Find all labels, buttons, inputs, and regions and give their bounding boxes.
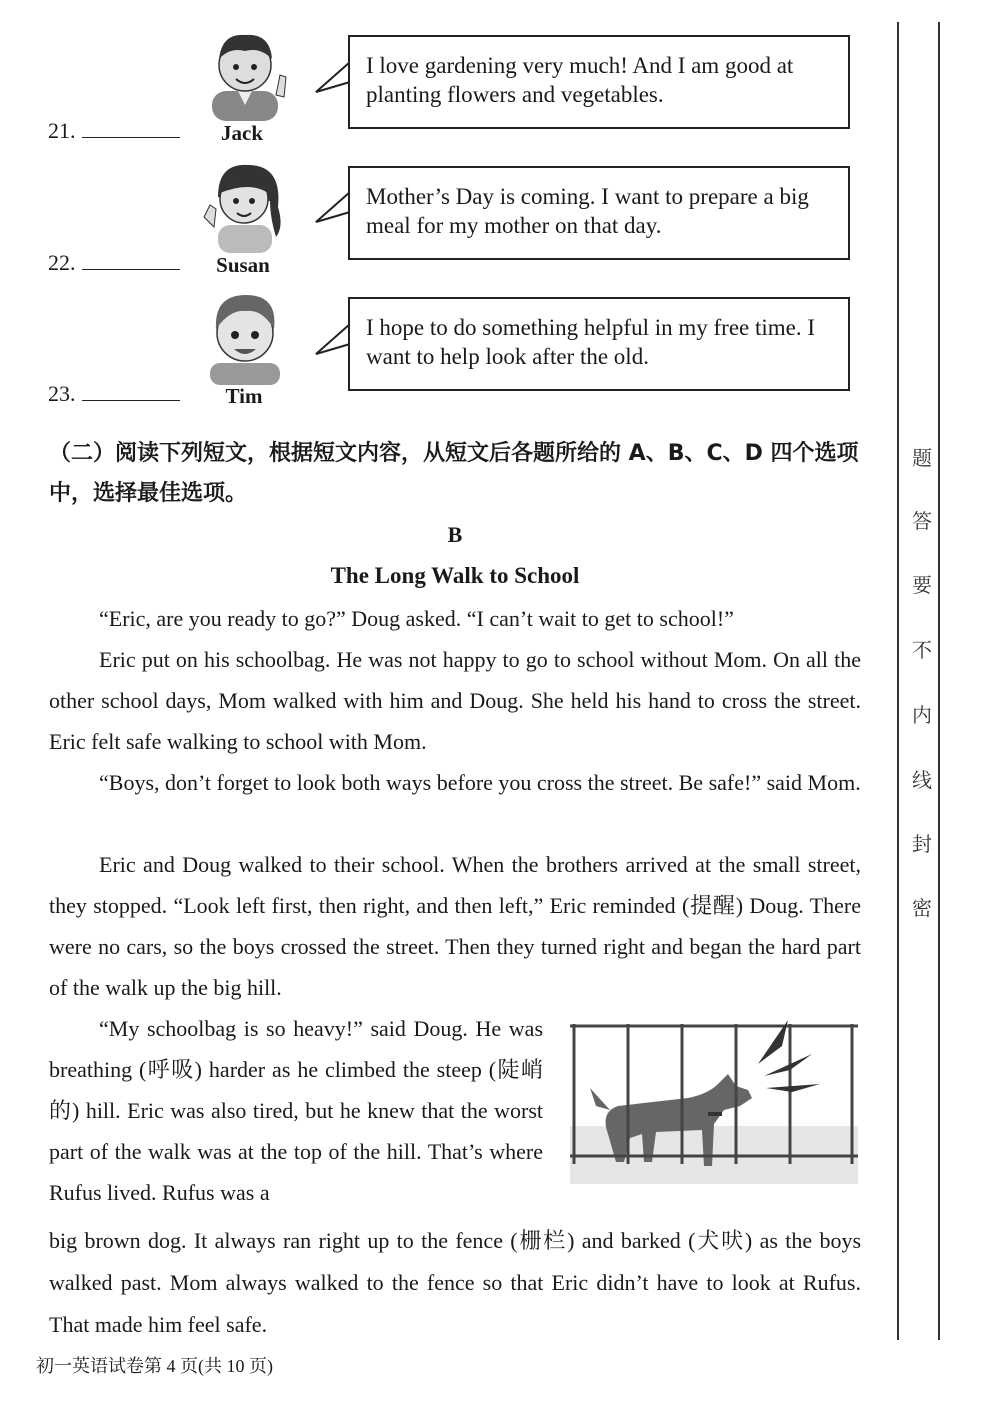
passage-paragraph-5-part1: “My schoolbag is so heavy!” said Doug. He was breathing (呼吸) harder as he climbed the steep (陡峭的) hill. Eric was also tired, but he knew that the worst part of the walk was at the top of the hill. That’s where Rufus lived. Rufus was a [49,1016,543,1205]
speech-bubble-23: I hope to do something helpful in my free time. I want to help look after the old. [348,297,850,391]
speech-tail-21 [314,60,352,120]
seal-line-left [897,22,899,1340]
side-char-3: 要 [912,573,932,597]
question-22-number: 22. [48,250,180,276]
speech-tail-22 [314,190,352,250]
answer-blank-21[interactable] [82,136,180,138]
page-footer: 初一英语试卷第 4 页(共 10 页) [36,1356,273,1376]
side-char-1: 题 [912,446,932,470]
section-instructions: （二）阅读下列短文，根据短文内容，从短文后各题所给的 A、B、C、D 四个选项中，选择最佳选项。 [49,441,859,506]
passage-paragraph-4: Eric and Doug walked to their school. When the brothers arrived at the small street, they stopped. “Look left first, then right, and then left,” Eric reminded (提醒) Doug. There were no cars, so the boys crossed the street. Then they turned right and began the hard part of the walk up the big hill. [49,852,861,1000]
tim-avatar [200,289,290,385]
name-label-tim: Tim [225,384,263,408]
passage-paragraph-5-part2: big brown dog. It always ran right up to the fence (栅栏) and barked (犬吠) as the boys walked past. Mom always walked to the fence so that Eric didn’t have to look at Rufus. That made him feel safe. [49,1228,861,1337]
passage-paragraph-2: Eric put on his schoolbag. He was not happy to go to school without Mom. On all the other school days, Mom walked with him and Doug. She held his hand to cross the street. Eric felt safe walking to school with Mom. [49,647,861,754]
side-char-5: 内 [912,703,932,727]
speech-tail-23 [314,322,352,382]
susan-avatar [200,157,290,253]
speech-bubble-22: Mother’s Day is coming. I want to prepare a big meal for my mother on that day. [348,166,850,260]
barking-dog-illustration [568,1014,860,1186]
question-21-number: 21. [48,118,180,144]
side-char-4: 不 [912,638,932,662]
passage-paragraph-3: “Boys, don’t forget to look both ways before you cross the street. Be safe!” said Mom. [99,770,861,795]
passage-paragraph-1: “Eric, are you ready to go?” Doug asked. “I can’t wait to get to school!” [99,606,734,631]
side-char-6: 线 [912,768,932,792]
side-char-2: 答 [912,509,932,533]
side-char-7: 封 [912,832,932,856]
side-char-8: 密 [912,896,932,920]
question-23-number: 23. [48,381,180,407]
seal-line-right [938,22,940,1340]
answer-blank-23[interactable] [82,399,180,401]
name-label-jack: Jack [221,121,263,145]
speech-bubble-21: I love gardening very much! And I am good at planting flowers and vegetables. [348,35,850,129]
section-letter: B [447,522,463,547]
answer-blank-22[interactable] [82,268,180,270]
name-label-susan: Susan [216,253,270,277]
jack-avatar [200,25,290,121]
passage-title: The Long Walk to School [330,563,580,588]
